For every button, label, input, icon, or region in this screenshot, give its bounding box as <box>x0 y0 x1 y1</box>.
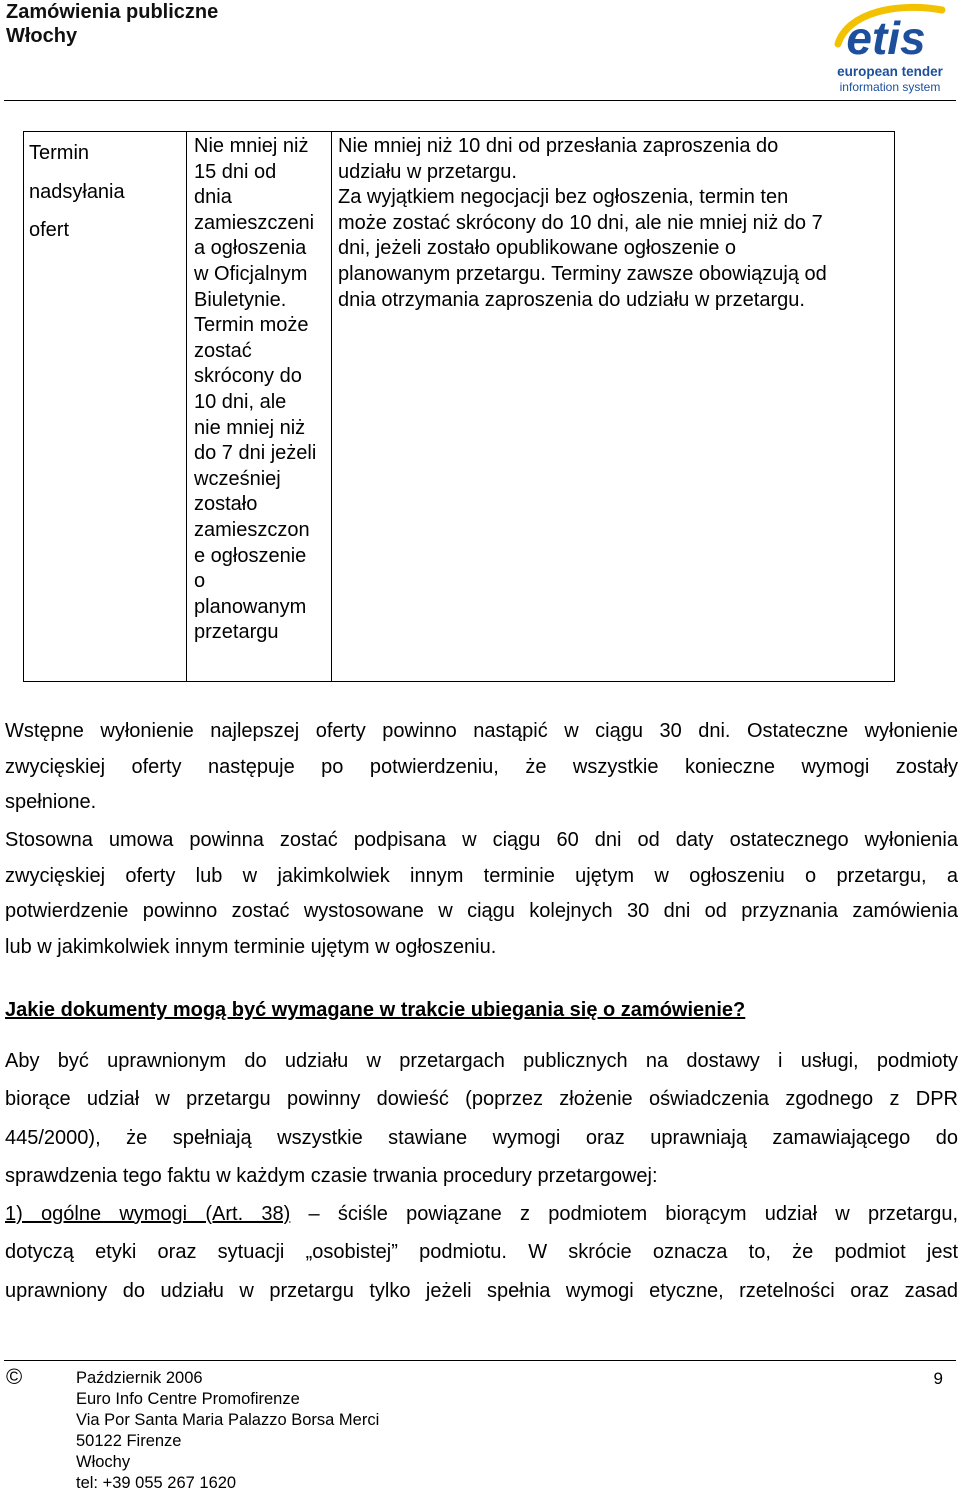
footer-phone: tel: +39 055 267 1620 <box>76 1474 237 1492</box>
footer-address: Via Por Santa Maria Palazzo Borsa Merci <box>76 1411 380 1429</box>
table-cell-open-procedure <box>187 132 332 682</box>
paragraph-line: 445/2000), że spełniają wszystkie stawiane wymogi oraz uprawniają zamawiającego do <box>5 1126 958 1149</box>
paragraph-line: zwycięskiej oferty lub w jakimkolwiek innym terminie ujętym w ogłoszeniu o przetargu, a <box>5 864 958 887</box>
table-cell-restricted-procedure-text: Nie mniej niż 10 dni od przesłania zaproszenia do udziału w przetargu. Za wyjątkiem negocjacji bez ogłoszenia, termin ten może zostać skrócony do 10 dni, ale nie mniej niż do 7 dni, jeżeli zostało opublikowane ogłoszenie o planowanym przetargu. Terminy zawsze obowiązują od dnia otrzymania zaproszenia do udziału w przetargu. <box>338 135 827 311</box>
table-cell-label <box>24 132 187 682</box>
section-heading: Jakie dokumenty mogą być wymagane w trakcie ubiegania się o zamówienie? <box>5 999 746 1021</box>
paragraph-line: potwierdzenie powinno zostać wystosowane w ciągu kolejnych 30 dni od przyznania zamówienia <box>5 900 958 922</box>
table-cell-open-procedure-text: Nie mniej niż 15 dni od dnia zamieszczeni a ogłoszenia w Oficjalnym Biuletynie. Termin może zostać skrócony do 10 dni, ale nie mniej niż do 7 dni jeżeli wcześniej zostało zamieszczon e ogłoszenie o planowanym przetargu <box>194 135 317 644</box>
logo-tagline-2: information system <box>839 80 941 94</box>
paragraph-line: biorące udział w przetargu powinny dowieść (poprzez złożenie oświadczenia zgodnego z DPR <box>5 1088 958 1111</box>
footer-org: Euro Info Centre Promofirenze <box>76 1390 300 1408</box>
deadline-table <box>23 131 895 682</box>
footer-city: 50122 Firenze <box>76 1432 182 1450</box>
page-number: 9 <box>933 1369 943 1388</box>
paragraph-line-rest: – ściśle powiązane z podmiotem biorącym udział w przetargu, <box>290 1203 958 1225</box>
paragraph-contract <box>5 823 958 965</box>
paragraph-line: spełnione. <box>5 791 97 813</box>
paragraph-line: zwycięskiej oferty następuje po potwierdzeniu, że wszystkie konieczne wymogi zostały <box>5 755 958 778</box>
footer-country: Włochy <box>76 1453 131 1471</box>
paragraph-eligibility <box>5 1042 958 1195</box>
paragraph-line: Stosowna umowa powinna zostać podpisana w ciągu 60 dni od daty ostatecznego wyłonienia <box>5 829 958 851</box>
etis-logo <box>818 0 958 98</box>
paragraph-general-requirements <box>5 1195 958 1310</box>
paragraph-line: uprawniony do udziału w przetargu tylko jeżeli spełnia wymogi etyczne, rzetelności oraz zasad <box>5 1279 958 1302</box>
paragraph-line: Wstępne wyłonienie najlepszej oferty powinno nastąpić w ciągu 30 dni. Ostateczne wyłonienie <box>5 720 958 742</box>
copyright-icon: © <box>6 1364 23 1389</box>
logo-tagline-1: european tender <box>837 64 943 79</box>
table-row <box>24 132 895 682</box>
table-cell-restricted-procedure <box>332 132 895 682</box>
paragraph-line: Aby być uprawnionym do udziału w przetargach publicznych na dostawy i usługi, podmioty <box>5 1050 958 1072</box>
table-cell-label-text: Termin nadsyłania ofert <box>29 142 125 241</box>
paragraph-selection <box>5 714 958 821</box>
logo-word: etis <box>846 12 926 64</box>
paragraph-line: lub w jakimkolwiek innym terminie ujętym w ogłoszeniu. <box>5 935 497 958</box>
document-title: Zamówienia publiczne <box>6 1 219 23</box>
paragraph-line: sprawdzenia tego faktu w każdym czasie trwania procedury przetargowej: <box>5 1164 658 1187</box>
paragraph-line: dotyczą etyki oraz sytuacji „osobistej” podmiotu. W skrócie oznacza to, że podmiot jest <box>5 1241 958 1264</box>
header-divider <box>4 100 956 101</box>
paragraph-line <box>5 1195 958 1233</box>
document-country: Włochy <box>6 25 78 47</box>
footer-divider <box>4 1360 956 1361</box>
footer-date: Październik 2006 <box>76 1369 203 1387</box>
article-link[interactable]: 1) ogólne wymogi (Art. 38) <box>5 1203 291 1225</box>
